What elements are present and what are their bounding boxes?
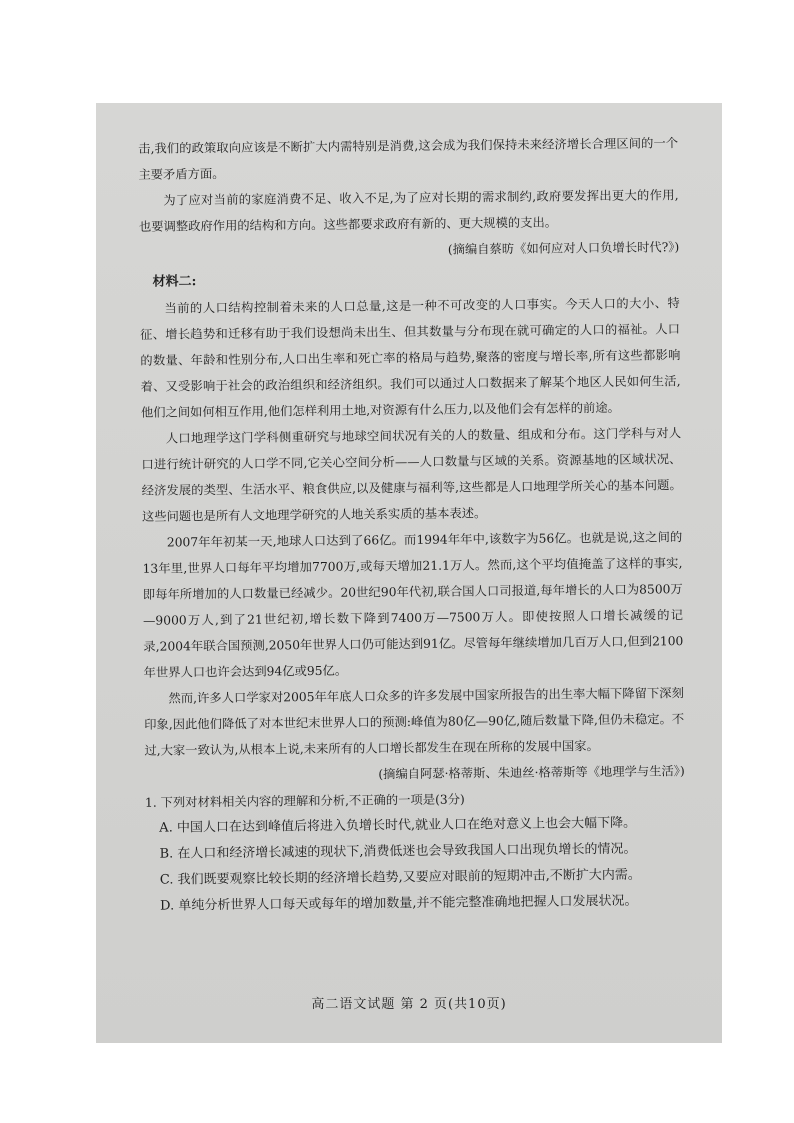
material-2-heading: 材料二: [152, 274, 197, 290]
option-d: D. 单纯分析世界人口每天或每年的增加数量,并不能完整准确地把握人口发展状况。 [160, 893, 638, 914]
page-content [138, 130, 686, 920]
paragraph-population-geography: 人口地理学这门学科侧重研究与地球空间状况有关的人的数量、组成和分布。这门学科与对人口进行统计研究的人口学不同,它关心空间分析——人口数量与区域的关系。资源基地的区域状况、经济发展的类型、生活水平、粮食供应,以及健康与福利等,这些都是人口地理学所关心的基本问题。这些问题也是所有人文地理学研究的人地关系实质的基本表述。 [141, 426, 682, 524]
option-c: C. 我们既要观察比较长期的经济增长趋势,又要应对眼前的短期冲击,不断扩大内需。 [159, 867, 641, 888]
paragraph-government-role: 为了应对当前的家庭消费不足、收入不足,为了应对长期的需求制约,政府要发挥出更大的作用,也要调整政府作用的结构和方向。这些都要求政府有新的、更大规模的支出。 [138, 188, 679, 234]
source-citation-2: (摘编自阿瑟·格蒂斯、朱迪丝·格蒂斯等《地理学与生活》) [378, 764, 685, 782]
option-a: A. 中国人口在达到峰值后将进入负增长时代,就业人口在绝对意义上也会大幅下降。 [159, 815, 637, 836]
source-citation-1: (摘编自蔡昉《如何应对人口负增长时代?》) [447, 240, 680, 257]
continued-paragraph: 击,我们的政策取向应该是不断扩大内需特别是消费,这会成为我们保持未来经济增长合理区间的一个主要矛盾方面。 [138, 136, 679, 182]
question-1-stem: 1. 下列对材料相关内容的理解和分析,不正确的一项是(3分) [144, 792, 465, 810]
paragraph-population-structure: 当前的人口结构控制着未来的人口总量,这是一种不可改变的人口事实。今天人口的大小、特征、增长趋势和迁移有助于我们设想尚未出生、但其数量与分布现在就可确定的人口的福祉。人口的数量、年龄和性别分布,人口出生率和死亡率的格局与趋势,聚落的密度与增长率,所有这些都影响着、又受影响于社会的政治组织和经济组织。我们可以通过人口数据来了解某个地区人民如何生活,他们之间如何相互作用,他们怎样利用土地,对资源有什么压力,以及他们会有怎样的前途。 [140, 296, 681, 420]
option-b: B. 在人口和经济增长减速的现状下,消费低迷也会导致我国人口出现负增长的情况。 [159, 841, 637, 862]
paragraph-demographer-forecast: 然而,许多人口学家对2005年年底人口众多的许多发展中国家所报告的出生率大幅下降留下深刻印象,因此他们降低了对本世纪末世界人口的预测:峰值为80亿—90亿,随后数量下降,但仍未稳定。不过,大家一致认为,从根本上说,未来所有的人口增长都发生在现在所称的发展中国家。 [144, 686, 685, 758]
photographed-exam-page [96, 103, 722, 1043]
paragraph-population-figures: 2007年年初某一天,地球人口达到了66亿。而1994年年中,该数字为56亿。也就是说,这之间的13年里,世界人口每年平均增加7700万,或每天增加21.1万人。然而,这个平均值掩盖了这样的事实,即每年所增加的人口数量已经减少。20世纪90年代初,联合国人口司报道,每年增长的人口为8500万—9000万人,到了21世纪初,增长数下降到7400万—7500万人。即使按照人口增长减缓的记录,2004年联合国预测,2050年世界人口仍可能达到91亿。尽管每年继续增加几百万人口,但到2100年世界人口也许会达到94亿或95亿。 [142, 530, 684, 680]
page-footer: 高二语文试题 第 2 页(共10页) [311, 997, 507, 1012]
